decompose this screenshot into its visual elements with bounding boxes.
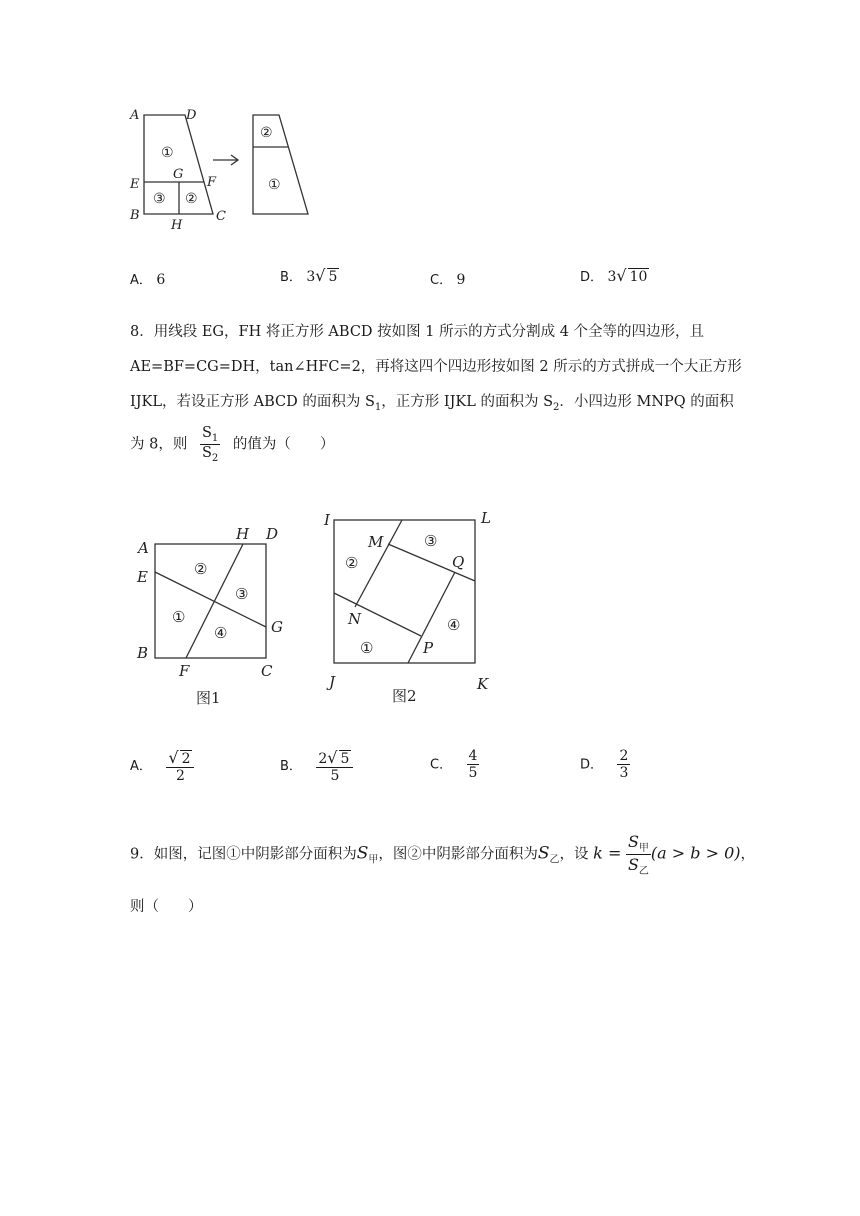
q9-part-1: 9．如图，记图①中阴影部分面积为 <box>130 846 357 863</box>
q9-line-1: 9．如图，记图①中阴影部分面积为$S_甲$，图②中阴影部分面积为$S_乙$，设 k = $\frac{S_甲}{S_乙}$ (a > b > 0)， <box>130 832 756 877</box>
q8-line-4-prefix: 为 8，则 <box>130 436 188 453</box>
q8-fig1-square <box>155 544 266 658</box>
q7-option-d: D． 3√ 10 <box>580 266 648 285</box>
q8-fig1-region-1: ① <box>172 608 186 626</box>
q9-k-fraction: $\frac{S_甲}{S_乙}$ <box>627 832 649 877</box>
q8-fig1-label-A: A <box>138 539 149 557</box>
q8-line-4-suffix: 的值为（ ） <box>232 436 335 453</box>
q8-fig1-region-2: ② <box>194 560 208 578</box>
q8-fig2-region-1: ① <box>360 639 374 657</box>
q7-label-C: C <box>216 209 226 224</box>
q8-fig2-label-J: J <box>329 673 336 691</box>
q8-line-4 <box>130 425 334 464</box>
q8-fig1-label-E: E <box>137 568 148 586</box>
q8-option-d-label: D． <box>580 757 604 773</box>
q8-line-2: AE=BF=CG=DH，tan∠HFC=2，再将这四个四边形按如图 2 所示的方式拼成一个大正方形 <box>130 359 742 375</box>
q9-k-equals: k = <box>593 843 622 863</box>
q8-option-a: A． $\frac{√ 2}{2}$ <box>130 748 194 784</box>
q8-option-b-label: B． <box>280 759 302 774</box>
q8-figure-1 <box>130 520 300 710</box>
q7-label-E: E <box>130 177 140 192</box>
q7-option-c <box>430 269 465 288</box>
q7-option-b-label: B． <box>280 270 302 285</box>
q9-part-3: ，设 <box>559 846 589 863</box>
q7-label-F: F <box>207 175 217 190</box>
q7-label-D: D <box>186 108 197 123</box>
q8-fig1-caption: 图1 <box>196 689 221 707</box>
q8-fig2-label-M: M <box>368 533 384 551</box>
q8-option-d: D． $\frac{2}{3}$ <box>580 748 629 781</box>
q9-line-2: 则（ ） <box>130 899 203 915</box>
q7-option-a-value: 6 <box>156 272 166 288</box>
q8-line-3: IJKL，若设正方形 ABCD 的面积为 $S_1$，正方形 IJKL 的面积为 $S_2$．小四边形 MNPQ 的面积 <box>130 394 734 413</box>
q7-option-d-label: D． <box>580 270 604 285</box>
q7-option-d-radicand: 10 <box>629 269 648 285</box>
q8-fig2-square <box>334 520 475 663</box>
q7-option-a <box>130 269 165 288</box>
q7-option-c-value: 9 <box>456 272 466 288</box>
q7-option-c-label: C． <box>430 273 453 288</box>
q9-part-2: ，图②中阴影部分面积为 <box>378 846 538 863</box>
q8-fig2-label-K: K <box>477 675 489 693</box>
q9-condition: (a > b > 0) <box>650 843 741 863</box>
q8-fig1-label-G: G <box>271 618 283 636</box>
q7-figure <box>125 102 325 237</box>
q8-fig2-region-2: ② <box>345 554 359 572</box>
q7-option-b-radicand: 5 <box>328 269 338 285</box>
q8-fig1-label-D: D <box>266 525 279 543</box>
q7-option-a-label: A． <box>130 273 152 288</box>
q8-option-a-label: A． <box>130 759 152 774</box>
q8-fig1-label-C: C <box>261 662 273 680</box>
q8-ratio-fraction: $\frac{S_1}{S_2}$ <box>201 425 219 464</box>
q8-option-b: B． $\frac{2√ 5}{5}$ <box>280 748 353 784</box>
q7-region-1: ① <box>161 145 174 161</box>
q8-fig2-label-Q: Q <box>452 553 465 571</box>
q8-option-c-label: C． <box>430 757 453 773</box>
q7-right-region-2: ② <box>260 125 273 141</box>
q7-label-A: A <box>130 108 140 123</box>
q8-fig1-region-4: ④ <box>214 624 228 642</box>
q8-fig2-label-N: N <box>348 610 362 628</box>
q7-option-d-coef: 3 <box>607 269 617 285</box>
q8-fig1-label-F: F <box>179 662 190 680</box>
q7-label-H: H <box>171 218 183 233</box>
q7-option-b-coef: 3 <box>306 269 316 285</box>
q7-option-b: B． 3√ 5 <box>280 266 338 285</box>
q8-figure-2 <box>320 505 505 710</box>
q7-label-B: B <box>130 208 140 223</box>
q8-fig2-label-P: P <box>423 639 434 657</box>
q7-right-region-1: ① <box>268 177 281 193</box>
q8-option-c: C． $\frac{4}{5}$ <box>430 748 478 781</box>
q8-fig2-label-I: I <box>324 511 330 529</box>
q7-label-G: G <box>173 167 184 182</box>
q7-region-2: ② <box>185 191 198 207</box>
q8-fig2-region-4: ④ <box>447 616 461 634</box>
q8-line-1: 8．用线段 EG，FH 将正方形 ABCD 按如图 1 所示的方式分割成 4 个全等的四边形，且 <box>130 324 705 340</box>
q8-fig1-region-3: ③ <box>235 585 249 603</box>
q8-fig1-label-B: B <box>137 644 149 662</box>
q7-region-3: ③ <box>153 191 166 207</box>
q8-fig1-label-H: H <box>236 525 250 543</box>
q8-fig2-label-L: L <box>481 509 491 527</box>
q8-fig2-region-3: ③ <box>424 532 438 550</box>
q8-fig2-caption: 图2 <box>392 687 417 705</box>
